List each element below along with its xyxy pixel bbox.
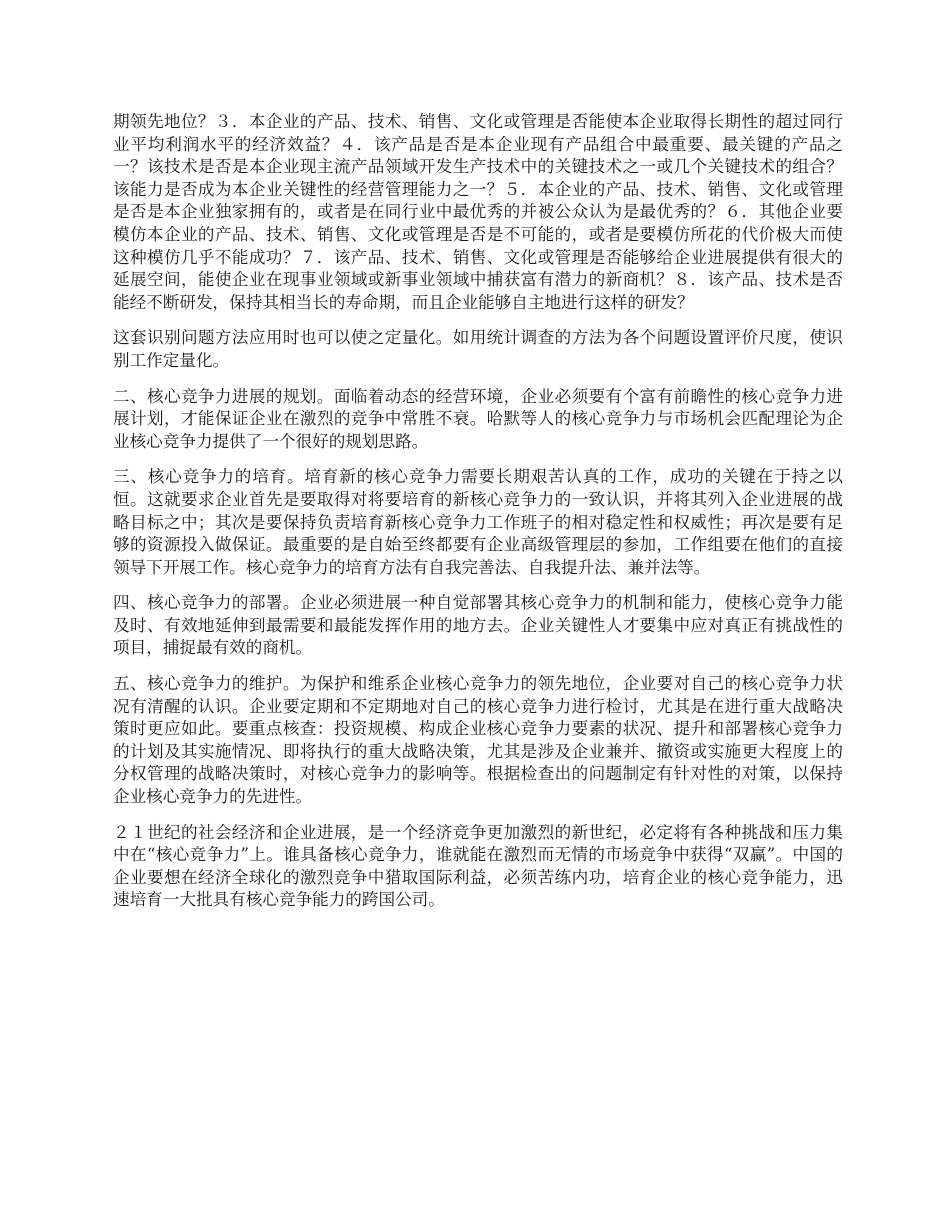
paragraph-maintenance: 五、核心竞争力的维护。为保护和维系企业核心竞争力的领先地位，企业要对自己的核心竞争力状况有清醒的认识。企业要定期和不定期地对自己的核心竞争力进行检讨，尤其是在进行重大战略决策时更应如此。要重点核查：投资规模、构成企业核心竞争力要素的状况、提升和部署核心竞争力的计划及其实施情况、即将执行的重大战略决策，尤其是涉及企业兼并、撤资或实施更大程度上的分权管理的战略决策时，对核心竞争力的影响等。根据检查出的问题制定有针对性的对策，以保持企业核心竞争力的先进性。 bbox=[113, 674, 843, 807]
document-body bbox=[113, 111, 843, 925]
paragraph-planning: 二、核心竞争力进展的规划。面临着动态的经营环境，企业必须要有个富有前瞻性的核心竞争力进展计划，才能保证企业在激烈的竞争中常胜不衰。哈默等人的核心竞争力与市场机会匹配理论为企业核心竞争力提供了一个很好的规划思路。 bbox=[113, 386, 843, 451]
paragraph-quantification: 这套识别问题方法应用时也可以使之定量化。如用统计调查的方法为各个问题设置评价尺度，使识别工作定量化。 bbox=[113, 328, 843, 370]
paragraph-cultivation: 三、核心竞争力的培育。培育新的核心竞争力需要长期艰苦认真的工作，成功的关键在于持之以恒。这就要求企业首先是要取得对将要培育的新核心竞争力的一致认识，并将其列入企业进展的战略目标之中；其次是要保持负责培育新核心竞争力工作班子的相对稳定性和权威性；再次是要有足够的资源投入做保证。最重要的是自始至终都要有企业高级管理层的参加，工作组要在他们的直接领导下开展工作。核心竞争力的培育方法有自我完善法、自我提升法、兼并法等。 bbox=[113, 467, 843, 577]
paragraph-conclusion: ２１世纪的社会经济和企业进展，是一个经济竞争更加激烈的新世纪，必定将有各种挑战和压力集中在“核心竞争力”上。谁具备核心竞争力，谁就能在激烈而无情的市场竞争中获得“双赢”。中国的企业要想在经济全球化的激烈竞争中猎取国际利益，必须苦练内功，培育企业的核心竞争能力，迅速培育一大批具有核心竞争能力的跨国公司。 bbox=[113, 822, 843, 910]
paragraph-questions: 期领先地位？３．本企业的产品、技术、销售、文化或管理是否能使本企业取得长期性的超过同行业平均利润水平的经济效益？４．该产品是否是本企业现有产品组合中最重要、最关键的产品之一？该技术是否是本企业现主流产品领域开发生产技术中的关键技术之一或几个关键技术的组合？该能力是否成为本企业关键性的经营管理能力之一？５．本企业的产品、技术、销售、文化或管理是否是本企业独家拥有的，或者是在同行业中最优秀的并被公众认为是最优秀的？６．其他企业要模仿本企业的产品、技术、销售、文化或管理是否是不可能的，或者是要模仿所花的代价极大而使这种模仿几乎不能成功？７．该产品、技术、销售、文化或管理是否能够给企业进展提供有很大的延展空间，能使企业在现事业领域或新事业领域中捕获富有潜力的新商机？８．该产品、技术是否能经不断研发，保持其相当长的寿命期，而且企业能够自主地进行这样的研发？ bbox=[113, 112, 843, 312]
paragraph-deployment: 四、核心竞争力的部署。企业必须进展一种自觉部署其核心竞争力的机制和能力，使核心竞争力能及时、有效地延伸到最需要和最能发挥作用的地方去。企业关键性人才要集中应对真正有挑战性的项目，捕捉最有效的商机。 bbox=[113, 593, 843, 658]
